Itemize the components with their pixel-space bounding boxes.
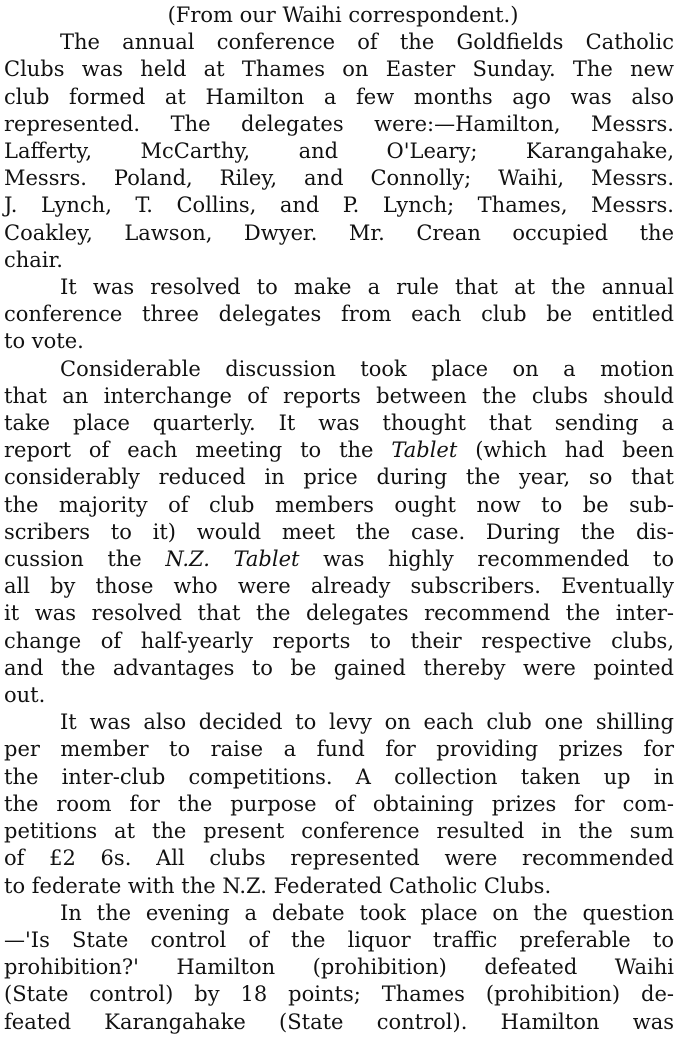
text-line: petitions at the present conference resulted in the sum: [4, 819, 674, 844]
text-line: In the evening a debate took place on the question: [60, 900, 674, 925]
text-line: report of each meeting to the Tablet (which had been: [4, 438, 674, 463]
text-line: Lafferty, McCarthy, and O'Leary; Karangahake,: [4, 139, 674, 164]
text-line: chair.: [4, 247, 63, 272]
dateline: (From our Waihi correspondent.): [167, 3, 519, 27]
publication-title: N.Z. Tablet: [165, 547, 300, 572]
text-line: change of half-yearly reports to their respective clubs,: [4, 628, 674, 653]
paragraph: [4, 900, 674, 1036]
text-line: considerably reduced in price during the year, so that: [4, 465, 674, 490]
text-line: J. Lynch, T. Collins, and P. Lynch; Thames, Messrs.: [4, 193, 674, 218]
text-line: —'Is State control of the liquor traffic preferable to: [4, 927, 674, 952]
paragraph: [4, 709, 674, 899]
text-line: Messrs. Poland, Riley, and Connolly; Waihi, Messrs.: [4, 166, 674, 191]
text-line: out.: [4, 683, 46, 708]
text-line: the room for the purpose of obtaining prizes for com-: [4, 791, 674, 816]
text-line: it was resolved that the delegates recommend the inter-: [4, 601, 674, 626]
text-line: take place quarterly. It was thought that sending a: [4, 411, 674, 436]
text-line: scribers to it) would meet the case. During the dis-: [4, 519, 674, 544]
text-line: the inter-club competitions. A collection taken up in: [4, 764, 674, 789]
article-column: [4, 2, 674, 1036]
paragraph: [4, 274, 674, 356]
text-line: the majority of club members ought now to be sub-: [4, 492, 674, 517]
text-line: of £2 6s. All clubs represented were recommended: [4, 846, 674, 871]
publication-title: Tablet: [391, 438, 458, 463]
text-line: feated Karangahake (State control). Hamilton was: [4, 1009, 674, 1034]
text-line: Coakley, Lawson, Dwyer. Mr. Crean occupied the: [4, 220, 674, 245]
text-line: prohibition?' Hamilton (prohibition) defeated Waihi: [4, 955, 674, 980]
text-line: Considerable discussion took place on a motion: [60, 356, 674, 381]
article-body: [4, 29, 674, 1036]
text-line: per member to raise a fund for providing prizes for: [4, 737, 674, 762]
text-line: that an interchange of reports between the clubs should: [4, 383, 674, 408]
text-line: to federate with the N.Z. Federated Catholic Clubs.: [4, 873, 552, 898]
paragraph: [4, 356, 674, 710]
paragraph: [4, 29, 674, 274]
text-line: It was resolved to make a rule that at the annual: [60, 275, 674, 300]
text-line: Clubs was held at Thames on Easter Sunday. The new: [4, 57, 674, 82]
text-line: conference three delegates from each club be entitled: [4, 302, 674, 327]
text-line: and the advantages to be gained thereby were pointed: [4, 655, 674, 680]
text-line: It was also decided to levy on each club one shilling: [60, 710, 674, 735]
text-line: cussion the N.Z. Tablet was highly recommended to: [4, 547, 674, 572]
text-line: club formed at Hamilton a few months ago was also: [4, 84, 674, 109]
text-line: (State control) by 18 points; Thames (prohibition) de-: [4, 982, 674, 1007]
text-line: The annual conference of the Goldfields Catholic: [60, 30, 674, 55]
text-line: all by those who were already subscribers. Eventually: [4, 574, 674, 599]
text-line: to vote.: [4, 329, 84, 354]
text-line: represented. The delegates were:—Hamilton, Messrs.: [4, 111, 674, 136]
